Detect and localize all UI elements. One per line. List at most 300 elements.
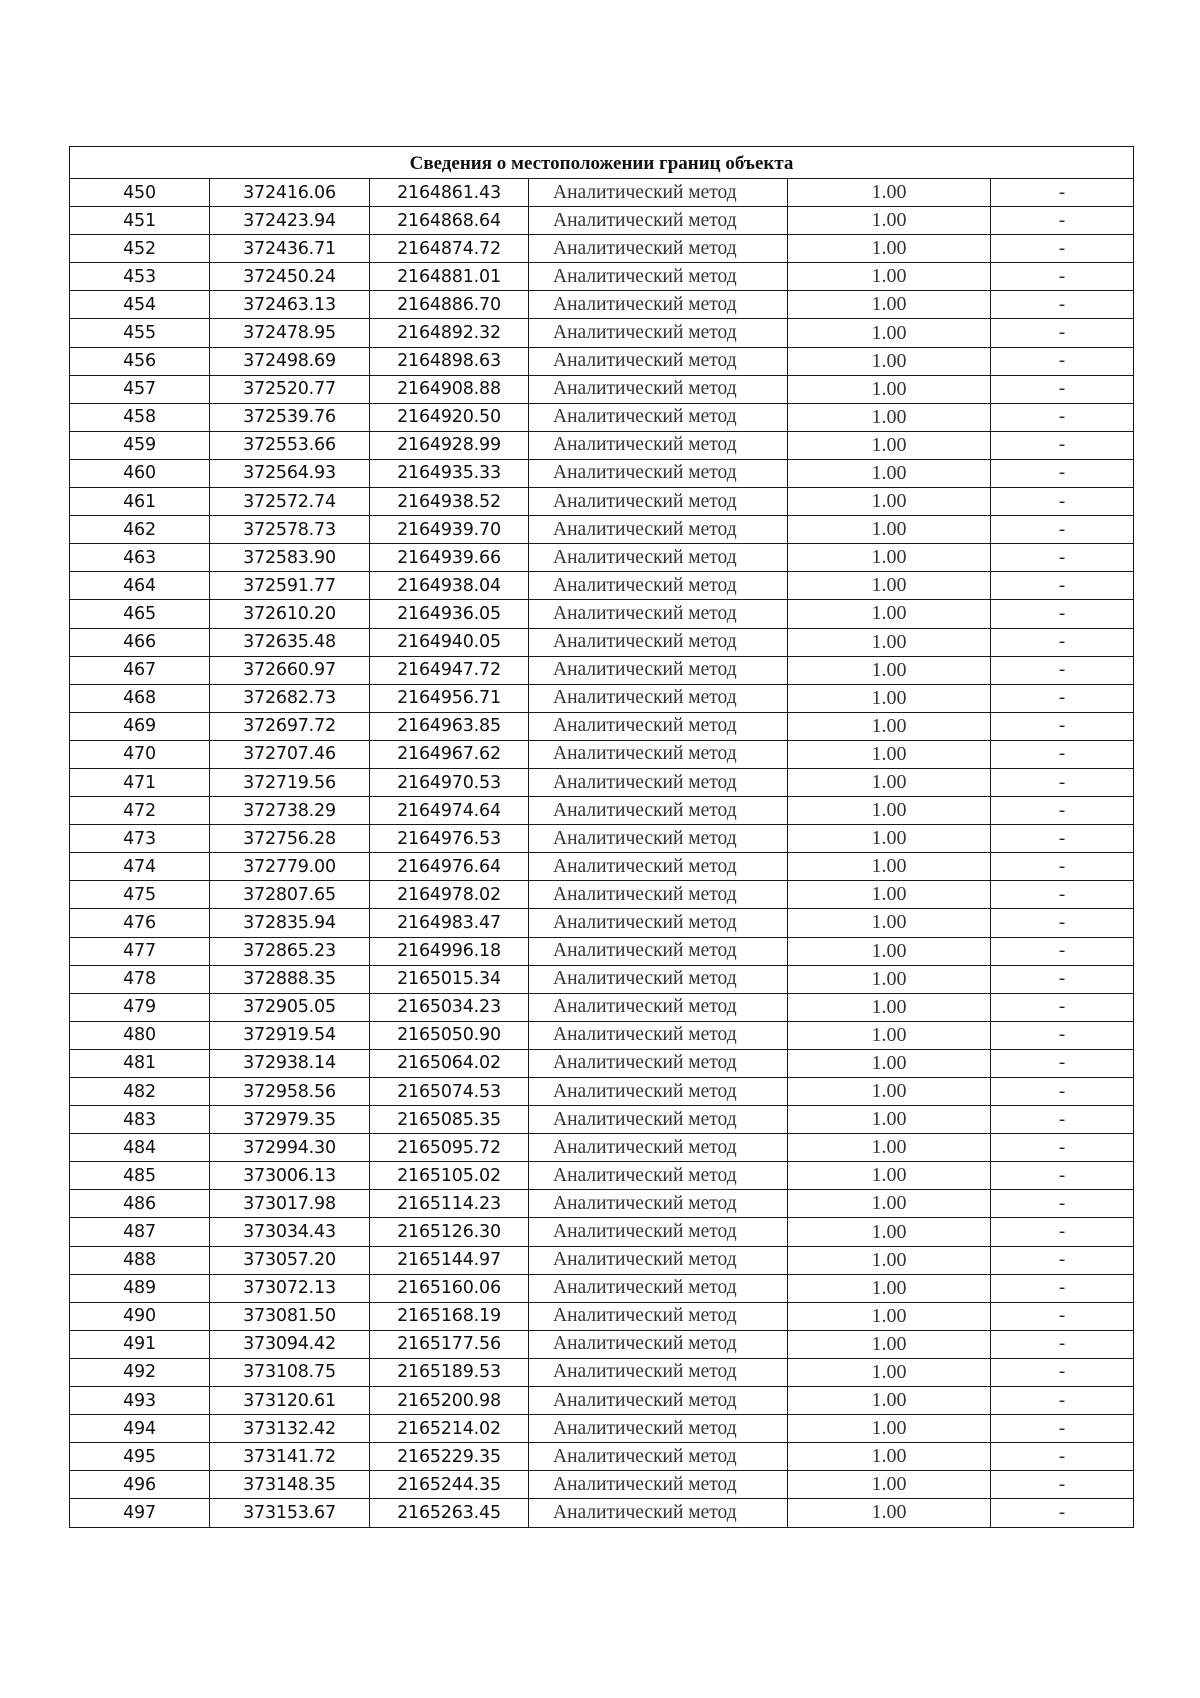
x-coordinate-cell: 372919.54 [210, 1021, 370, 1049]
y-coordinate-cell: 2164939.66 [370, 544, 529, 572]
x-coordinate-cell: 372835.94 [210, 909, 370, 937]
method-cell: Аналитический метод [529, 1499, 788, 1527]
table-row [70, 740, 1134, 768]
table-row [70, 768, 1134, 796]
point-number-cell: 485 [70, 1162, 210, 1190]
description-cell: - [991, 291, 1134, 319]
x-coordinate-cell: 372416.06 [210, 179, 370, 207]
y-coordinate-cell: 2164963.85 [370, 712, 529, 740]
method-cell: Аналитический метод [529, 179, 788, 207]
precision-cell: 1.00 [788, 488, 991, 516]
table-row [70, 825, 1134, 853]
description-cell: - [991, 1471, 1134, 1499]
y-coordinate-cell: 2165168.19 [370, 1302, 529, 1330]
method-cell: Аналитический метод [529, 347, 788, 375]
table-row [70, 628, 1134, 656]
table-row [70, 544, 1134, 572]
table-row [70, 1246, 1134, 1274]
table-row [70, 600, 1134, 628]
precision-cell: 1.00 [788, 825, 991, 853]
y-coordinate-cell: 2165095.72 [370, 1134, 529, 1162]
y-coordinate-cell: 2164861.43 [370, 179, 529, 207]
method-cell: Аналитический метод [529, 403, 788, 431]
method-cell: Аналитический метод [529, 1190, 788, 1218]
x-coordinate-cell: 372807.65 [210, 881, 370, 909]
precision-cell: 1.00 [788, 179, 991, 207]
precision-cell: 1.00 [788, 1302, 991, 1330]
precision-cell: 1.00 [788, 459, 991, 487]
point-number-cell: 457 [70, 375, 210, 403]
point-number-cell: 479 [70, 993, 210, 1021]
description-cell: - [991, 572, 1134, 600]
x-coordinate-cell: 373094.42 [210, 1330, 370, 1358]
method-cell: Аналитический метод [529, 740, 788, 768]
x-coordinate-cell: 372719.56 [210, 768, 370, 796]
description-cell: - [991, 1049, 1134, 1077]
method-cell: Аналитический метод [529, 1162, 788, 1190]
method-cell: Аналитический метод [529, 797, 788, 825]
description-cell: - [991, 684, 1134, 712]
precision-cell: 1.00 [788, 572, 991, 600]
y-coordinate-cell: 2164881.01 [370, 263, 529, 291]
method-cell: Аналитический метод [529, 207, 788, 235]
method-cell: Аналитический метод [529, 712, 788, 740]
point-number-cell: 469 [70, 712, 210, 740]
x-coordinate-cell: 373153.67 [210, 1499, 370, 1527]
x-coordinate-cell: 373034.43 [210, 1218, 370, 1246]
y-coordinate-cell: 2164886.70 [370, 291, 529, 319]
y-coordinate-cell: 2165126.30 [370, 1218, 529, 1246]
method-cell: Аналитический метод [529, 1415, 788, 1443]
method-cell: Аналитический метод [529, 1274, 788, 1302]
description-cell: - [991, 1443, 1134, 1471]
point-number-cell: 478 [70, 965, 210, 993]
description-cell: - [991, 1358, 1134, 1386]
table-title: Сведения о местоположении границ объекта [70, 147, 1134, 179]
description-cell: - [991, 1415, 1134, 1443]
point-number-cell: 483 [70, 1106, 210, 1134]
y-coordinate-cell: 2165160.06 [370, 1274, 529, 1302]
point-number-cell: 484 [70, 1134, 210, 1162]
point-number-cell: 466 [70, 628, 210, 656]
method-cell: Аналитический метод [529, 1471, 788, 1499]
point-number-cell: 463 [70, 544, 210, 572]
precision-cell: 1.00 [788, 1443, 991, 1471]
y-coordinate-cell: 2164936.05 [370, 600, 529, 628]
description-cell: - [991, 853, 1134, 881]
precision-cell: 1.00 [788, 993, 991, 1021]
table-row [70, 1443, 1134, 1471]
x-coordinate-cell: 372660.97 [210, 656, 370, 684]
table-row [70, 1415, 1134, 1443]
table-row [70, 1049, 1134, 1077]
x-coordinate-cell: 372707.46 [210, 740, 370, 768]
y-coordinate-cell: 2164908.88 [370, 375, 529, 403]
method-cell: Аналитический метод [529, 684, 788, 712]
description-cell: - [991, 1190, 1134, 1218]
method-cell: Аналитический метод [529, 1358, 788, 1386]
precision-cell: 1.00 [788, 1134, 991, 1162]
description-cell: - [991, 1499, 1134, 1527]
point-number-cell: 494 [70, 1415, 210, 1443]
precision-cell: 1.00 [788, 1471, 991, 1499]
y-coordinate-cell: 2164920.50 [370, 403, 529, 431]
method-cell: Аналитический метод [529, 656, 788, 684]
x-coordinate-cell: 372591.77 [210, 572, 370, 600]
point-number-cell: 456 [70, 347, 210, 375]
precision-cell: 1.00 [788, 1499, 991, 1527]
x-coordinate-cell: 373120.61 [210, 1387, 370, 1415]
table-row [70, 712, 1134, 740]
description-cell: - [991, 263, 1134, 291]
description-cell: - [991, 993, 1134, 1021]
description-cell: - [991, 965, 1134, 993]
table-row [70, 179, 1134, 207]
table-row [70, 1499, 1134, 1527]
y-coordinate-cell: 2164974.64 [370, 797, 529, 825]
table-row [70, 1471, 1134, 1499]
x-coordinate-cell: 372520.77 [210, 375, 370, 403]
precision-cell: 1.00 [788, 431, 991, 459]
point-number-cell: 460 [70, 459, 210, 487]
x-coordinate-cell: 372463.13 [210, 291, 370, 319]
method-cell: Аналитический метод [529, 937, 788, 965]
description-cell: - [991, 797, 1134, 825]
y-coordinate-cell: 2164978.02 [370, 881, 529, 909]
x-coordinate-cell: 372572.74 [210, 488, 370, 516]
point-number-cell: 461 [70, 488, 210, 516]
precision-cell: 1.00 [788, 319, 991, 347]
point-number-cell: 487 [70, 1218, 210, 1246]
method-cell: Аналитический метод [529, 431, 788, 459]
method-cell: Аналитический метод [529, 1021, 788, 1049]
precision-cell: 1.00 [788, 1190, 991, 1218]
point-number-cell: 455 [70, 319, 210, 347]
table-row [70, 403, 1134, 431]
description-cell: - [991, 937, 1134, 965]
table-row [70, 1358, 1134, 1386]
description-cell: - [991, 319, 1134, 347]
table-row [70, 881, 1134, 909]
precision-cell: 1.00 [788, 937, 991, 965]
point-number-cell: 482 [70, 1078, 210, 1106]
y-coordinate-cell: 2165177.56 [370, 1330, 529, 1358]
y-coordinate-cell: 2165034.23 [370, 993, 529, 1021]
description-cell: - [991, 516, 1134, 544]
x-coordinate-cell: 373132.42 [210, 1415, 370, 1443]
precision-cell: 1.00 [788, 1415, 991, 1443]
x-coordinate-cell: 372564.93 [210, 459, 370, 487]
x-coordinate-cell: 372578.73 [210, 516, 370, 544]
method-cell: Аналитический метод [529, 965, 788, 993]
y-coordinate-cell: 2164967.62 [370, 740, 529, 768]
precision-cell: 1.00 [788, 1274, 991, 1302]
x-coordinate-cell: 372905.05 [210, 993, 370, 1021]
description-cell: - [991, 1134, 1134, 1162]
point-number-cell: 473 [70, 825, 210, 853]
table-row [70, 516, 1134, 544]
y-coordinate-cell: 2164940.05 [370, 628, 529, 656]
description-cell: - [991, 768, 1134, 796]
method-cell: Аналитический метод [529, 1246, 788, 1274]
table-row [70, 937, 1134, 965]
x-coordinate-cell: 372958.56 [210, 1078, 370, 1106]
method-cell: Аналитический метод [529, 909, 788, 937]
x-coordinate-cell: 373148.35 [210, 1471, 370, 1499]
x-coordinate-cell: 372635.48 [210, 628, 370, 656]
table-title-row [70, 147, 1134, 179]
y-coordinate-cell: 2164938.52 [370, 488, 529, 516]
y-coordinate-cell: 2164996.18 [370, 937, 529, 965]
x-coordinate-cell: 373006.13 [210, 1162, 370, 1190]
point-number-cell: 459 [70, 431, 210, 459]
precision-cell: 1.00 [788, 347, 991, 375]
description-cell: - [991, 544, 1134, 572]
x-coordinate-cell: 373017.98 [210, 1190, 370, 1218]
y-coordinate-cell: 2165015.34 [370, 965, 529, 993]
point-number-cell: 496 [70, 1471, 210, 1499]
method-cell: Аналитический метод [529, 319, 788, 347]
description-cell: - [991, 1106, 1134, 1134]
table-row [70, 263, 1134, 291]
y-coordinate-cell: 2164898.63 [370, 347, 529, 375]
description-cell: - [991, 1218, 1134, 1246]
table-row [70, 1021, 1134, 1049]
y-coordinate-cell: 2165229.35 [370, 1443, 529, 1471]
table-row [70, 656, 1134, 684]
precision-cell: 1.00 [788, 853, 991, 881]
x-coordinate-cell: 372610.20 [210, 600, 370, 628]
y-coordinate-cell: 2165200.98 [370, 1387, 529, 1415]
table-body [70, 147, 1134, 1528]
method-cell: Аналитический метод [529, 628, 788, 656]
point-number-cell: 475 [70, 881, 210, 909]
point-number-cell: 480 [70, 1021, 210, 1049]
x-coordinate-cell: 372994.30 [210, 1134, 370, 1162]
description-cell: - [991, 403, 1134, 431]
x-coordinate-cell: 372478.95 [210, 319, 370, 347]
precision-cell: 1.00 [788, 1021, 991, 1049]
description-cell: - [991, 459, 1134, 487]
point-number-cell: 477 [70, 937, 210, 965]
y-coordinate-cell: 2164956.71 [370, 684, 529, 712]
method-cell: Аналитический метод [529, 825, 788, 853]
table-row [70, 993, 1134, 1021]
x-coordinate-cell: 372697.72 [210, 712, 370, 740]
precision-cell: 1.00 [788, 544, 991, 572]
method-cell: Аналитический метод [529, 263, 788, 291]
boundary-coordinates-table [69, 146, 1134, 1528]
table-row [70, 319, 1134, 347]
table-row [70, 797, 1134, 825]
precision-cell: 1.00 [788, 291, 991, 319]
y-coordinate-cell: 2164983.47 [370, 909, 529, 937]
table-row [70, 1078, 1134, 1106]
point-number-cell: 471 [70, 768, 210, 796]
precision-cell: 1.00 [788, 600, 991, 628]
table-row [70, 488, 1134, 516]
point-number-cell: 458 [70, 403, 210, 431]
method-cell: Аналитический метод [529, 1302, 788, 1330]
x-coordinate-cell: 372756.28 [210, 825, 370, 853]
description-cell: - [991, 179, 1134, 207]
description-cell: - [991, 740, 1134, 768]
y-coordinate-cell: 2165105.02 [370, 1162, 529, 1190]
precision-cell: 1.00 [788, 1387, 991, 1415]
y-coordinate-cell: 2165074.53 [370, 1078, 529, 1106]
y-coordinate-cell: 2165244.35 [370, 1471, 529, 1499]
precision-cell: 1.00 [788, 1246, 991, 1274]
precision-cell: 1.00 [788, 1049, 991, 1077]
y-coordinate-cell: 2164947.72 [370, 656, 529, 684]
precision-cell: 1.00 [788, 1106, 991, 1134]
description-cell: - [991, 431, 1134, 459]
precision-cell: 1.00 [788, 235, 991, 263]
table-row [70, 1330, 1134, 1358]
method-cell: Аналитический метод [529, 488, 788, 516]
method-cell: Аналитический метод [529, 768, 788, 796]
x-coordinate-cell: 373141.72 [210, 1443, 370, 1471]
description-cell: - [991, 375, 1134, 403]
y-coordinate-cell: 2165214.02 [370, 1415, 529, 1443]
y-coordinate-cell: 2164892.32 [370, 319, 529, 347]
description-cell: - [991, 712, 1134, 740]
point-number-cell: 476 [70, 909, 210, 937]
precision-cell: 1.00 [788, 516, 991, 544]
method-cell: Аналитический метод [529, 1106, 788, 1134]
precision-cell: 1.00 [788, 881, 991, 909]
description-cell: - [991, 656, 1134, 684]
description-cell: - [991, 909, 1134, 937]
method-cell: Аналитический метод [529, 459, 788, 487]
point-number-cell: 481 [70, 1049, 210, 1077]
method-cell: Аналитический метод [529, 1218, 788, 1246]
x-coordinate-cell: 373072.13 [210, 1274, 370, 1302]
table-row [70, 1274, 1134, 1302]
precision-cell: 1.00 [788, 740, 991, 768]
point-number-cell: 495 [70, 1443, 210, 1471]
x-coordinate-cell: 372779.00 [210, 853, 370, 881]
description-cell: - [991, 235, 1134, 263]
x-coordinate-cell: 372583.90 [210, 544, 370, 572]
y-coordinate-cell: 2164928.99 [370, 431, 529, 459]
x-coordinate-cell: 372423.94 [210, 207, 370, 235]
description-cell: - [991, 207, 1134, 235]
point-number-cell: 474 [70, 853, 210, 881]
description-cell: - [991, 600, 1134, 628]
y-coordinate-cell: 2165085.35 [370, 1106, 529, 1134]
x-coordinate-cell: 372938.14 [210, 1049, 370, 1077]
description-cell: - [991, 1078, 1134, 1106]
description-cell: - [991, 628, 1134, 656]
table-row [70, 1387, 1134, 1415]
description-cell: - [991, 488, 1134, 516]
point-number-cell: 467 [70, 656, 210, 684]
precision-cell: 1.00 [788, 263, 991, 291]
table-row [70, 1106, 1134, 1134]
point-number-cell: 489 [70, 1274, 210, 1302]
table-row [70, 347, 1134, 375]
x-coordinate-cell: 372865.23 [210, 937, 370, 965]
method-cell: Аналитический метод [529, 1078, 788, 1106]
point-number-cell: 451 [70, 207, 210, 235]
table-row [70, 965, 1134, 993]
description-cell: - [991, 1387, 1134, 1415]
table-row [70, 375, 1134, 403]
precision-cell: 1.00 [788, 1330, 991, 1358]
y-coordinate-cell: 2164935.33 [370, 459, 529, 487]
precision-cell: 1.00 [788, 797, 991, 825]
precision-cell: 1.00 [788, 628, 991, 656]
point-number-cell: 450 [70, 179, 210, 207]
y-coordinate-cell: 2165050.90 [370, 1021, 529, 1049]
table-row [70, 235, 1134, 263]
x-coordinate-cell: 373108.75 [210, 1358, 370, 1386]
point-number-cell: 492 [70, 1358, 210, 1386]
point-number-cell: 470 [70, 740, 210, 768]
description-cell: - [991, 1330, 1134, 1358]
description-cell: - [991, 347, 1134, 375]
y-coordinate-cell: 2164874.72 [370, 235, 529, 263]
point-number-cell: 454 [70, 291, 210, 319]
method-cell: Аналитический метод [529, 1443, 788, 1471]
table-row [70, 909, 1134, 937]
x-coordinate-cell: 372888.35 [210, 965, 370, 993]
table-row [70, 1162, 1134, 1190]
table-row [70, 572, 1134, 600]
precision-cell: 1.00 [788, 1358, 991, 1386]
y-coordinate-cell: 2164939.70 [370, 516, 529, 544]
y-coordinate-cell: 2165189.53 [370, 1358, 529, 1386]
x-coordinate-cell: 372682.73 [210, 684, 370, 712]
method-cell: Аналитический метод [529, 516, 788, 544]
table-row [70, 684, 1134, 712]
y-coordinate-cell: 2164868.64 [370, 207, 529, 235]
method-cell: Аналитический метод [529, 235, 788, 263]
table-row [70, 1302, 1134, 1330]
precision-cell: 1.00 [788, 375, 991, 403]
method-cell: Аналитический метод [529, 375, 788, 403]
method-cell: Аналитический метод [529, 853, 788, 881]
table-row [70, 1190, 1134, 1218]
y-coordinate-cell: 2165263.45 [370, 1499, 529, 1527]
table-row [70, 459, 1134, 487]
method-cell: Аналитический метод [529, 291, 788, 319]
table-row [70, 853, 1134, 881]
point-number-cell: 465 [70, 600, 210, 628]
description-cell: - [991, 881, 1134, 909]
precision-cell: 1.00 [788, 712, 991, 740]
method-cell: Аналитический метод [529, 1134, 788, 1162]
x-coordinate-cell: 372450.24 [210, 263, 370, 291]
description-cell: - [991, 1162, 1134, 1190]
x-coordinate-cell: 373057.20 [210, 1246, 370, 1274]
point-number-cell: 472 [70, 797, 210, 825]
table-row [70, 291, 1134, 319]
method-cell: Аналитический метод [529, 1387, 788, 1415]
y-coordinate-cell: 2164970.53 [370, 768, 529, 796]
point-number-cell: 491 [70, 1330, 210, 1358]
point-number-cell: 488 [70, 1246, 210, 1274]
precision-cell: 1.00 [788, 909, 991, 937]
description-cell: - [991, 1274, 1134, 1302]
point-number-cell: 452 [70, 235, 210, 263]
point-number-cell: 497 [70, 1499, 210, 1527]
point-number-cell: 462 [70, 516, 210, 544]
x-coordinate-cell: 372553.66 [210, 431, 370, 459]
precision-cell: 1.00 [788, 656, 991, 684]
method-cell: Аналитический метод [529, 544, 788, 572]
